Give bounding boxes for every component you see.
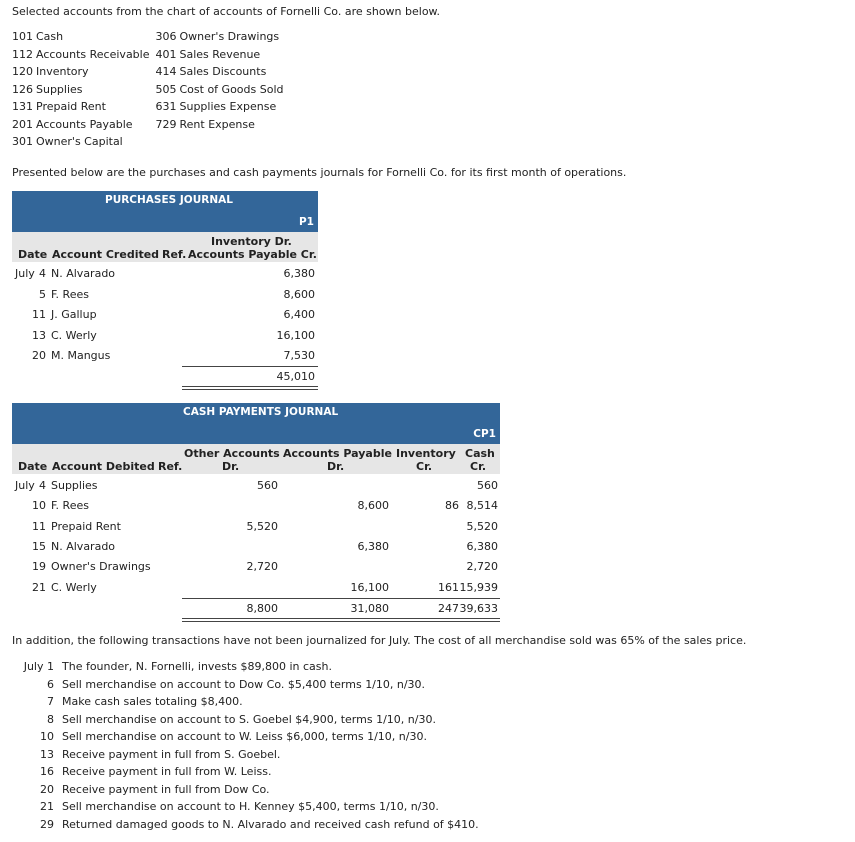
cash-journal-code: CP1	[473, 428, 496, 440]
cash-journal-code-bar	[12, 425, 500, 444]
purchases-row-account: M. Mangus	[51, 349, 111, 363]
transaction-date: 21	[40, 800, 54, 814]
cash-row-account: N. Alvarado	[51, 539, 116, 553]
account-name-left: Inventory	[36, 65, 89, 79]
cash-row-month: July	[15, 479, 35, 492]
purchases-row-account: F. Rees	[51, 287, 89, 301]
transaction-date: 13	[40, 747, 54, 761]
transaction-text: Sell merchandise on account to S. Goebel $4,900, terms 1/10, n/30.	[62, 712, 436, 726]
addition-text: In addition, the following transactions have not been journalized for July. The cost of all merchandise sold was 65% of the sales price.	[12, 634, 747, 647]
cash-row-account: F. Rees	[51, 499, 89, 513]
account-number-left: 201	[12, 117, 33, 131]
account-name-left: Supplies	[36, 82, 83, 96]
transaction-row	[20, 746, 479, 764]
cash-col-account: Account Debited	[52, 460, 155, 473]
transactions-list	[20, 658, 479, 833]
account-name-left: Owner's Capital	[36, 135, 123, 149]
cash-row-day: 21	[32, 580, 46, 594]
purchases-double-rule	[182, 386, 318, 390]
transaction-text: Receive payment in full from W. Leiss.	[62, 765, 272, 779]
account-name-left: Prepaid Rent	[36, 100, 106, 114]
cash-col-other-line1: Other Accounts	[184, 447, 280, 460]
cash-row-cash: 5,520	[466, 519, 498, 533]
purchases-journal-title-bar	[12, 191, 318, 213]
transaction-date: July 1	[23, 660, 54, 674]
transaction-row	[20, 693, 479, 711]
account-name-left: Cash	[36, 30, 64, 44]
account-number-right: 414	[155, 65, 177, 79]
purchases-row-month: July	[15, 267, 35, 280]
cash-total-ap: 31,080	[350, 602, 389, 615]
purchases-row-account: N. Alvarado	[51, 267, 116, 280]
purchases-row-amount: 7,530	[283, 349, 315, 363]
account-number-right: 306	[155, 30, 177, 44]
intro-text: Selected accounts from the chart of accounts of Fornelli Co. are shown below.	[12, 5, 441, 18]
purchases-col-ref: Ref.	[162, 248, 187, 261]
purchases-col-amount-line2: Accounts Payable Cr.	[188, 248, 317, 261]
transaction-text: Receive payment in full from Dow Co.	[62, 782, 270, 796]
cash-col-ap-line2: Dr.	[327, 460, 345, 473]
cash-journal-title-bar	[12, 403, 500, 425]
transaction-row	[20, 816, 479, 834]
cash-row-cash: 2,720	[466, 560, 498, 574]
transaction-date: 8	[47, 712, 54, 726]
purchases-journal-code-bar	[12, 213, 318, 232]
purchases-journal-title: PURCHASES JOURNAL	[105, 194, 233, 206]
transaction-text: Returned damaged goods to N. Alvarado and received cash refund of $410.	[62, 817, 479, 831]
account-row	[12, 46, 290, 64]
account-number-left: 126	[12, 82, 33, 96]
account-number-left: 131	[12, 100, 33, 114]
transaction-date: 10	[40, 730, 54, 744]
transaction-text: Make cash sales totaling $8,400.	[62, 695, 243, 709]
purchases-row-amount: 6,400	[283, 308, 315, 322]
transaction-row	[20, 711, 479, 729]
account-number-right	[156, 133, 180, 151]
cash-col-inv-line1: Inventory	[396, 447, 456, 460]
account-number-left: 301	[12, 135, 33, 149]
cash-journal-title: CASH PAYMENTS JOURNAL	[183, 406, 339, 418]
transaction-text: Sell merchandise on account to W. Leiss $6,000, terms 1/10, n/30.	[62, 730, 427, 744]
cash-row-ap: 16,100	[350, 580, 389, 594]
account-number-right: 729	[155, 117, 177, 131]
cash-row-cash: 560	[477, 479, 498, 492]
purchases-row-amount: 6,380	[283, 267, 315, 280]
account-row	[12, 63, 290, 81]
cash-row-ap: 8,600	[357, 499, 389, 513]
account-name-right: Sales Discounts	[179, 65, 267, 79]
transaction-date: 7	[47, 695, 54, 709]
account-number-right: 631	[155, 100, 177, 114]
cash-row-account: Prepaid Rent	[51, 519, 121, 533]
cash-row-other: 5,520	[246, 519, 278, 533]
presented-text: Presented below are the purchases and cash payments journals for Fornelli Co. for its first month of operations.	[12, 166, 627, 179]
purchases-col-account: Account Credited	[52, 248, 160, 261]
purchases-row-account: C. Werly	[51, 328, 97, 342]
cash-col-ap-line1: Accounts Payable	[283, 447, 392, 460]
transaction-row	[20, 676, 479, 694]
purchases-col-amount-line1: Inventory Dr.	[211, 235, 292, 248]
cash-row-cash: 6,380	[466, 539, 498, 553]
account-number-right: 505	[155, 82, 177, 96]
account-row	[12, 81, 290, 99]
purchases-row-day: 4	[39, 267, 46, 280]
account-number-left: 112	[12, 47, 33, 61]
cash-row-day: 19	[32, 560, 46, 574]
account-number-left: 101	[12, 30, 33, 44]
cash-row-inventory: 86	[445, 499, 459, 513]
cash-row-other: 2,720	[246, 560, 278, 574]
cash-total-cash: 39,633	[459, 602, 498, 615]
cash-row-day: 11	[32, 519, 46, 533]
purchases-col-date: Date	[18, 248, 48, 261]
cash-total-rule	[182, 598, 500, 599]
cash-row-cash: 8,514	[466, 499, 498, 513]
account-number-right: 401	[155, 47, 177, 61]
account-row	[12, 28, 290, 46]
purchases-row-day: 20	[32, 349, 46, 363]
cash-total-other: 8,800	[246, 602, 278, 615]
transaction-date: 6	[47, 677, 54, 691]
transaction-date: 20	[40, 782, 54, 796]
purchases-row-amount: 16,100	[276, 328, 315, 342]
cash-row-other: 560	[257, 479, 278, 492]
cash-total-inventory: 247	[438, 602, 459, 615]
account-row	[12, 98, 290, 116]
transaction-text: Sell merchandise on account to H. Kenney $5,400, terms 1/10, n/30.	[62, 800, 439, 814]
cash-row-account: Owner's Drawings	[51, 560, 151, 574]
cash-col-ref: Ref.	[158, 460, 183, 473]
account-name-right: Cost of Goods Sold	[179, 82, 284, 96]
cash-double-rule	[182, 618, 500, 622]
transaction-text: The founder, N. Fornelli, invests $89,800 in cash.	[62, 660, 332, 674]
transaction-row	[20, 781, 479, 799]
purchases-journal-code: P1	[298, 216, 314, 228]
chart-of-accounts	[12, 28, 290, 151]
cash-row-day: 4	[39, 479, 46, 492]
cash-row-inventory: 161	[438, 580, 459, 594]
transaction-row	[20, 798, 479, 816]
cash-col-cash-line1: Cash	[465, 447, 495, 460]
transaction-row	[20, 763, 479, 781]
purchases-row-day: 5	[39, 287, 46, 301]
transaction-row	[20, 728, 479, 746]
cash-col-inv-line2: Cr.	[416, 460, 433, 473]
purchases-row-day: 11	[32, 308, 46, 322]
purchases-total-rule	[182, 366, 318, 367]
cash-row-cash: 15,939	[459, 580, 498, 594]
account-row	[12, 133, 290, 151]
transaction-date: 16	[40, 765, 54, 779]
account-row	[12, 116, 290, 134]
cash-row-day: 10	[32, 499, 46, 513]
purchases-row-day: 13	[32, 328, 46, 342]
purchases-total: 45,010	[276, 370, 315, 383]
account-name-right: Sales Revenue	[179, 47, 261, 61]
cash-col-other-line2: Dr.	[222, 460, 240, 473]
purchases-row-account: J. Gallup	[51, 308, 97, 322]
account-name-right: Owner's Drawings	[179, 30, 280, 44]
transaction-row	[20, 658, 479, 676]
transaction-text: Sell merchandise on account to Dow Co. $5,400 terms 1/10, n/30.	[62, 677, 426, 691]
cash-row-account: C. Werly	[51, 580, 97, 594]
transaction-date: 29	[40, 817, 54, 831]
cash-row-ap: 6,380	[357, 539, 389, 553]
cash-row-account: Supplies	[51, 479, 98, 492]
account-name-left: Accounts Receivable	[36, 47, 150, 61]
transaction-text: Receive payment in full from S. Goebel.	[62, 747, 281, 761]
cash-row-day: 15	[32, 539, 46, 553]
account-name-left: Accounts Payable	[36, 117, 133, 131]
purchases-row-amount: 8,600	[283, 287, 315, 301]
cash-col-cash-line2: Cr.	[470, 460, 487, 473]
cash-col-date: Date	[18, 460, 48, 473]
account-name-right	[180, 133, 290, 151]
account-name-right: Supplies Expense	[179, 100, 277, 114]
account-number-left: 120	[12, 65, 33, 79]
account-name-right: Rent Expense	[179, 117, 255, 131]
